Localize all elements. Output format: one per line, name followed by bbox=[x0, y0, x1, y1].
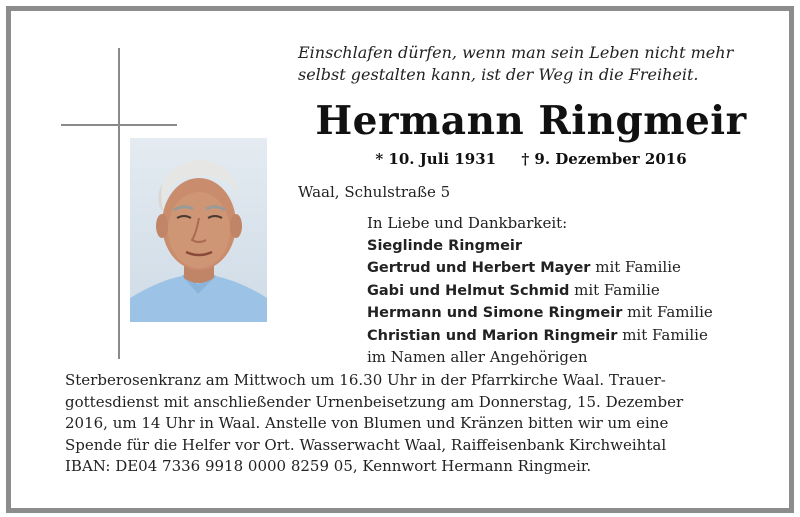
mourner-suffix: mit Familie bbox=[590, 258, 681, 276]
mourner-name: Christian und Marion Ringmeir bbox=[367, 327, 618, 344]
service-line: IBAN: DE04 7336 9918 0000 8259 05, Kennwort Hermann Ringmeir. bbox=[65, 457, 592, 476]
mourner-entry bbox=[367, 325, 787, 348]
mourners-list bbox=[367, 213, 787, 369]
deceased-name: Hermann Ringmeir bbox=[315, 98, 747, 144]
mourner-entry bbox=[367, 257, 787, 280]
mourner-entry bbox=[367, 235, 787, 258]
service-line: gottesdienst mit anschließender Urnenbeisetzung am Donnerstag, 15. Dezember bbox=[65, 392, 684, 411]
death-date: † 9. Dezember 2016 bbox=[521, 150, 687, 168]
address: Waal, Schulstraße 5 bbox=[298, 183, 451, 201]
mourner-suffix: mit Familie bbox=[617, 325, 708, 344]
obituary-notice bbox=[6, 6, 794, 513]
service-details bbox=[65, 370, 755, 478]
portrait-photo bbox=[130, 138, 267, 322]
service-line: 2016, um 14 Uhr in Waal. Anstelle von Blumen und Kränzen bitten wir um eine bbox=[65, 414, 669, 433]
mourner-entry bbox=[367, 302, 787, 325]
mourner-suffix: mit Familie bbox=[622, 303, 713, 321]
motto-line: Einschlafen dürfen, wenn man sein Leben nicht mehr bbox=[298, 43, 734, 62]
mourner-name: Gertrud und Herbert Mayer bbox=[367, 260, 591, 276]
birth-date: * 10. Juli 1931 bbox=[375, 150, 497, 168]
life-dates bbox=[311, 149, 751, 169]
mourner-suffix: mit Familie bbox=[569, 280, 660, 299]
memorial-cross-icon bbox=[118, 48, 120, 359]
service-line: Sterberosenkranz am Mittwoch um 16.30 Uhr in der Pfarrkirche Waal. Trauer- bbox=[65, 371, 666, 389]
memorial-cross-bar bbox=[61, 124, 177, 126]
mourners-intro: In Liebe und Dankbarkeit: bbox=[367, 214, 568, 232]
service-line: Spende für die Helfer vor Ort. Wasserwacht Waal, Raiffeisenbank Kirchweihtal bbox=[65, 435, 667, 454]
motto-line: selbst gestalten kann, ist der Weg in die Freiheit. bbox=[298, 65, 699, 84]
mourner-entry bbox=[367, 280, 787, 303]
mourner-name: Gabi und Helmut Schmid bbox=[367, 282, 570, 299]
mourner-name: Sieglinde Ringmeir bbox=[367, 237, 523, 254]
motto-quote bbox=[298, 42, 778, 86]
mourners-closing: im Namen aller Angehörigen bbox=[367, 348, 588, 366]
mourner-name: Hermann und Simone Ringmeir bbox=[367, 305, 623, 321]
